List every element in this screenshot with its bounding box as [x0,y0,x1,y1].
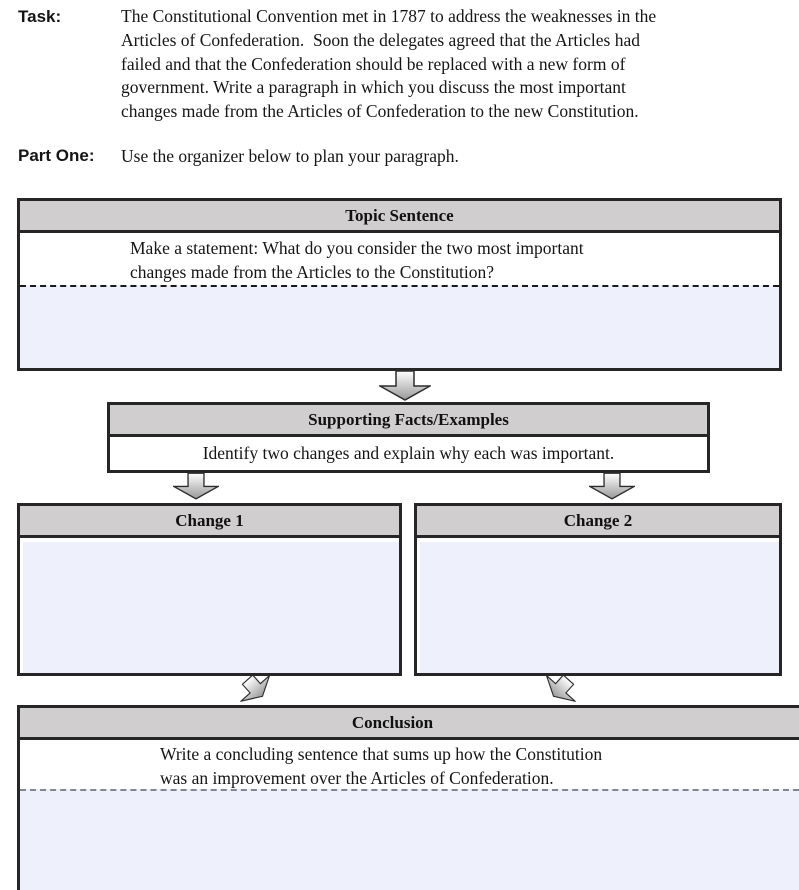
task-label: Task: [18,7,62,26]
down-arrow-icon [379,370,431,401]
change-1-body [20,538,399,673]
prompt-line: changes made from the Articles to the Constitution? [130,262,495,282]
conclusion-header: Conclusion [20,708,799,740]
text-line: The Constitutional Convention met in 1787 to address the weaknesses in the [121,6,657,26]
text-line: government. Write a paragraph in which you discuss the most important [121,77,626,98]
conclusion-prompt [20,740,799,789]
down-arrow-icon [173,472,219,500]
part-one-label: Part One: [18,146,95,165]
change-1-answer-area[interactable] [23,542,399,673]
text-line: Articles of Confederation. Soon the delegates agreed that the Articles had [121,29,640,50]
change-1-header: Change 1 [20,506,399,538]
topic-sentence-answer-area[interactable] [20,285,779,368]
topic-sentence-prompt [20,233,779,285]
change-2-box [414,503,782,676]
prompt-line: was an improvement over the Articles of Confederation. [160,768,554,788]
topic-sentence-header: Topic Sentence [20,201,779,233]
supporting-facts-box [107,402,710,473]
prompt-line: Write a concluding sentence that sums up how the Constitution [160,744,603,764]
text-line: changes made from the Articles of Confederation to the new Constitution. [121,101,639,122]
change-1-box [17,503,402,676]
prompt-line: Make a statement: What do you consider the two most important [130,238,584,258]
task-text [121,5,656,124]
topic-sentence-box [17,198,782,371]
conclusion-box [17,705,799,890]
text-line: failed and that the Confederation should be replaced with a new form of [121,53,626,74]
change-2-header: Change 2 [417,506,779,538]
supporting-facts-header: Supporting Facts/Examples [110,405,707,437]
down-arrow-icon [589,472,635,500]
change-2-answer-area[interactable] [420,542,779,673]
change-2-body [417,538,779,673]
part-one-instruction: Use the organizer below to plan your paragraph. [121,146,459,166]
conclusion-answer-area[interactable] [20,789,799,890]
supporting-facts-prompt: Identify two changes and explain why each was important. [110,437,707,470]
